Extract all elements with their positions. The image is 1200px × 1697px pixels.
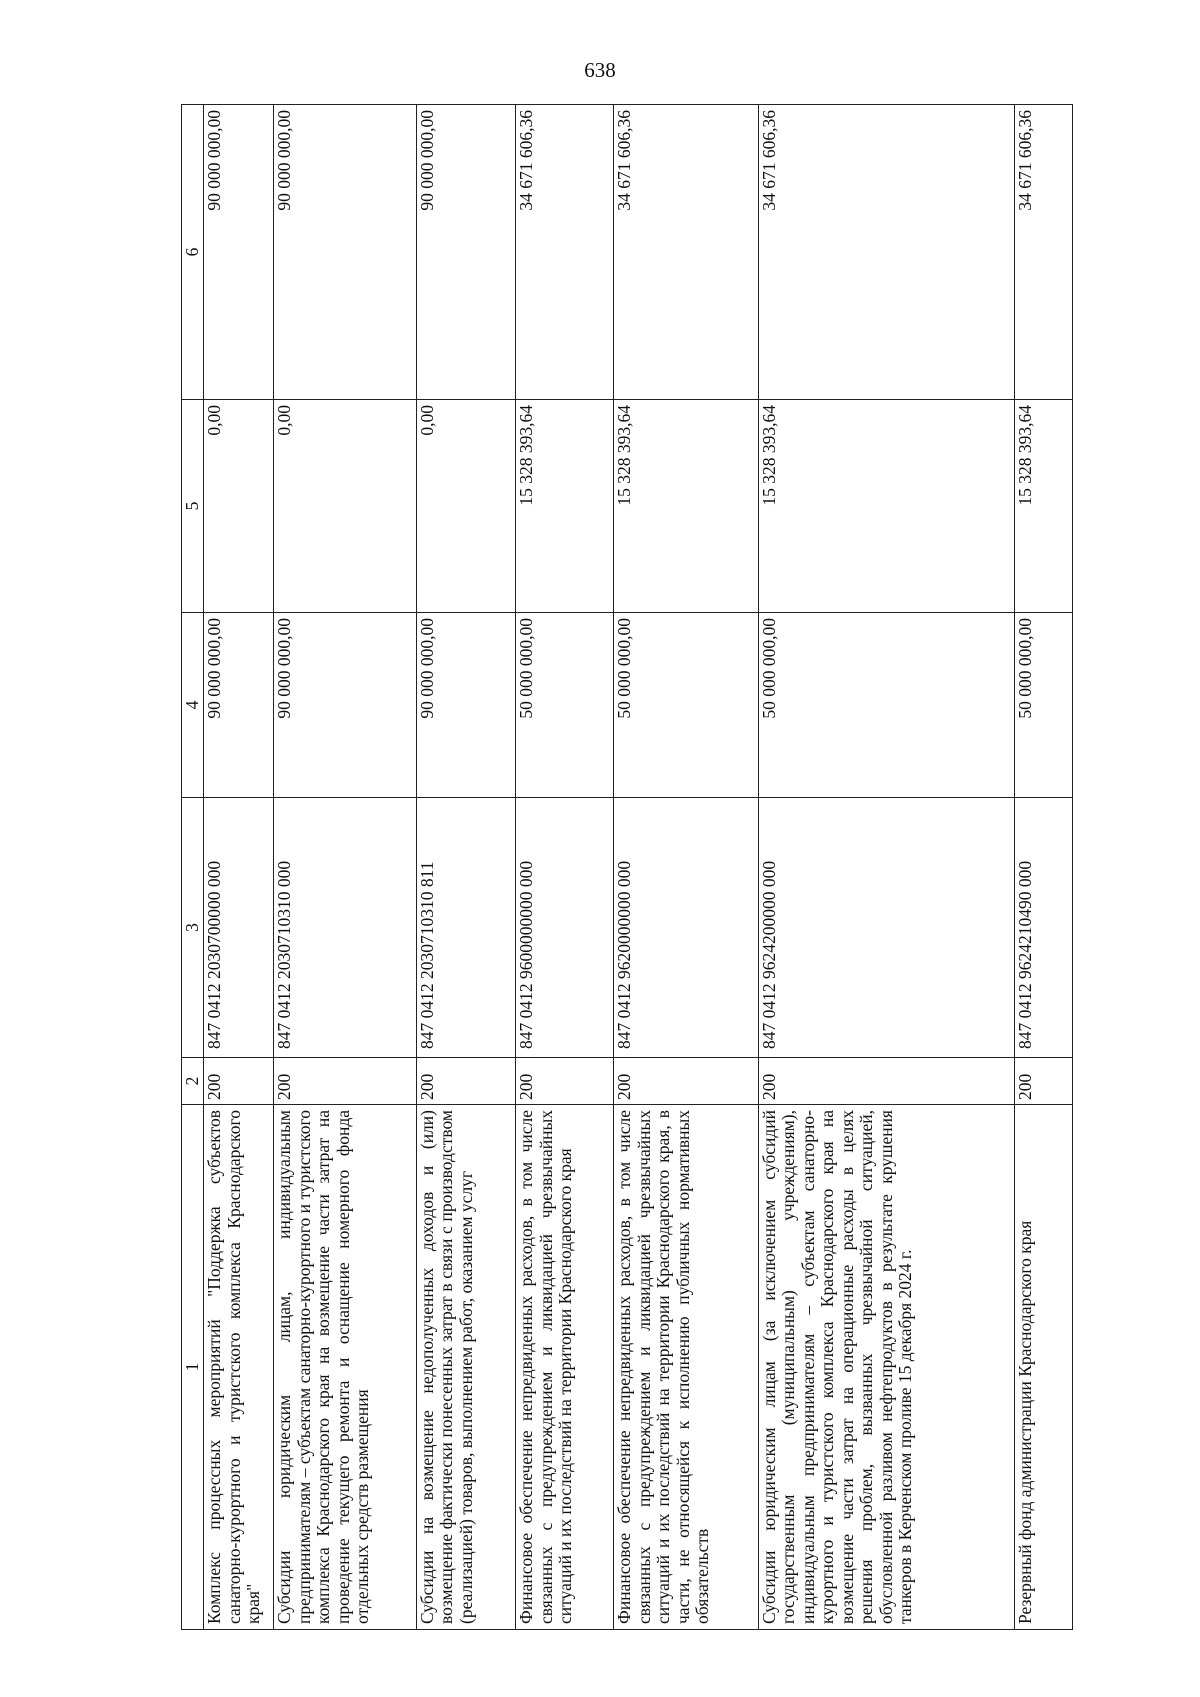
table-row	[614, 105, 758, 1630]
column-header-5: 5	[182, 400, 204, 613]
row-remain-cell: 34 671 606,36	[516, 105, 614, 400]
row-exec-cell: 15 328 393,64	[758, 400, 1014, 613]
row-name-cell: Субсидии юридическим лицам, индивидуальным предпринимателям – субъектам санаторно-курортного и туристского комплекса Краснодарского края на возмещение части затрат на проведение текущего ремонта и оснащение номерного фонда отдельных средств размещения	[274, 1105, 416, 1630]
row-plan-cell: 50 000 000,00	[1014, 613, 1072, 798]
row-remain-cell: 90 000 000,00	[274, 105, 416, 400]
column-header-6: 6	[182, 105, 204, 400]
row-plan-cell: 50 000 000,00	[758, 613, 1014, 798]
table-row	[204, 105, 274, 1630]
column-header-3: 3	[182, 798, 204, 1058]
row-kbk-cell: 847 0412 2030700000 000	[204, 798, 274, 1058]
row-exec-cell: 0,00	[274, 400, 416, 613]
row-code-cell: 200	[204, 1058, 274, 1105]
row-kbk-cell: 847 0412 9600000000 000	[516, 798, 614, 1058]
row-code-cell: 200	[614, 1058, 758, 1105]
row-remain-cell: 34 671 606,36	[614, 105, 758, 400]
table-row	[516, 105, 614, 1630]
row-kbk-cell: 847 0412 2030710310 000	[274, 798, 416, 1058]
table-row	[758, 105, 1014, 1630]
table-row	[1014, 105, 1072, 1630]
row-remain-cell: 34 671 606,36	[758, 105, 1014, 400]
row-name-cell: Субсидии на возмещение недополученных доходов и (или) возмещение фактически понесенных затрат в связи с производством (реализацией) товаров, выполнением работ, оказанием услуг	[416, 1105, 515, 1630]
row-plan-cell: 50 000 000,00	[516, 613, 614, 798]
table-container	[181, 105, 1073, 1630]
row-kbk-cell: 847 0412 9624200000 000	[758, 798, 1014, 1058]
column-header-4: 4	[182, 613, 204, 798]
page-number: 638	[584, 58, 616, 82]
row-code-cell: 200	[416, 1058, 515, 1105]
row-remain-cell: 34 671 606,36	[1014, 105, 1072, 400]
table-row	[274, 105, 416, 1630]
row-plan-cell: 90 000 000,00	[274, 613, 416, 798]
row-kbk-cell: 847 0412 2030710310 811	[416, 798, 515, 1058]
row-code-cell: 200	[1014, 1058, 1072, 1105]
row-plan-cell: 90 000 000,00	[416, 613, 515, 798]
row-exec-cell: 0,00	[416, 400, 515, 613]
row-name-cell: Комплекс процессных мероприятий "Поддержка субъектов санаторно-курортного и туристского комплекса Краснодарского края"	[204, 1105, 274, 1630]
row-exec-cell: 15 328 393,64	[614, 400, 758, 613]
table-row	[416, 105, 515, 1630]
row-kbk-cell: 847 0412 9620000000 000	[614, 798, 758, 1058]
row-name-cell: Финансовое обеспечение непредвиденных расходов, в том числе связанных с предупреждением и ликвидацией чрезвычайных ситуаций и их последствий на территории Краснодарского края, в части, не относящейся к исполнению публичных нормативных обязательств	[614, 1105, 758, 1630]
row-code-cell: 200	[274, 1058, 416, 1105]
row-exec-cell: 0,00	[204, 400, 274, 613]
table-header-row	[182, 105, 204, 1630]
row-kbk-cell: 847 0412 9624210490 000	[1014, 798, 1072, 1058]
row-code-cell: 200	[516, 1058, 614, 1105]
row-name-cell: Резервный фонд администрации Краснодарского края	[1014, 1105, 1072, 1630]
row-name-cell: Субсидии юридическим лицам (за исключением субсидий государственным (муниципальным) учреждениям), индивидуальным предпринимателям – субъектам санаторно-курортного и туристского комплекса Краснодарского края на возмещение части затрат на операционные расходы в целях решения проблем, вызванных чрезвычайной ситуацией, обусловленной разливом нефтепродуктов в результате крушения танкеров в Керченском проливе 15 декабря 2024 г.	[758, 1105, 1014, 1630]
row-name-cell: Финансовое обеспечение непредвиденных расходов, в том числе связанных с предупреждением и ликвидацией чрезвычайных ситуаций и их последствий на территории Краснодарского края	[516, 1105, 614, 1630]
column-header-2: 2	[182, 1058, 204, 1105]
row-plan-cell: 90 000 000,00	[204, 613, 274, 798]
row-code-cell: 200	[758, 1058, 1014, 1105]
column-header-1: 1	[182, 1105, 204, 1630]
row-exec-cell: 15 328 393,64	[516, 400, 614, 613]
budget-table	[181, 104, 1073, 1630]
row-remain-cell: 90 000 000,00	[416, 105, 515, 400]
row-plan-cell: 50 000 000,00	[614, 613, 758, 798]
row-exec-cell: 15 328 393,64	[1014, 400, 1072, 613]
row-remain-cell: 90 000 000,00	[204, 105, 274, 400]
